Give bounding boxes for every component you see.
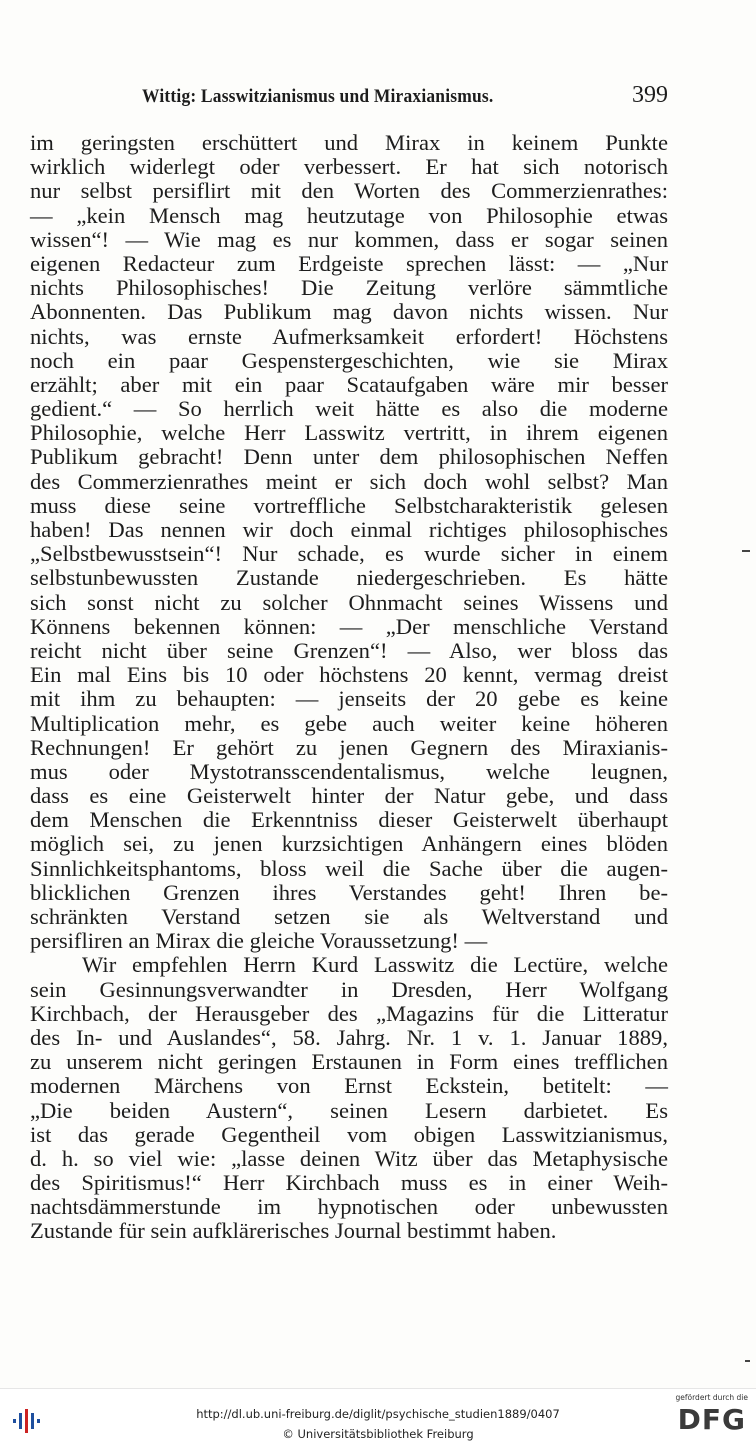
text-line: des Commerzienrathes meint er sich doch wohl selbst? Man (30, 468, 668, 494)
text-line: „Die beiden Austern“, seinen Lesern darbietet. Es (30, 1097, 668, 1123)
text-line: im geringsten erschüttert und Mirax in keinem Punkte (30, 130, 668, 155)
text-line: modernen Märchens von Ernst Eckstein, betitelt: — (30, 1073, 668, 1099)
text-line: Sinnlichkeitsphantoms, bloss weil die Sache über die augen- (30, 855, 668, 881)
margin-mark (742, 550, 750, 552)
text-line: mit ihm zu behaupten: — jenseits der 20 gebe es keine (30, 686, 668, 712)
running-title: Wittig: Lasswitzianismus und Miraxianismus. (142, 86, 494, 107)
text-line: des Spiritismus!“ Herr Kirchbach muss es in einer Weih- (30, 1170, 668, 1196)
text-line: nur selbst persiflirt mit den Worten des Commerzienrathes: (30, 178, 668, 204)
text-line: Ein mal Eins bis 10 oder höchstens 20 kennt, vermag dreist (30, 662, 668, 688)
text-line: persifliren an Mirax die gleiche Voraussetzung! — (30, 928, 488, 954)
text-line: Wir empfehlen Herrn Kurd Lasswitz die Lectüre, welche (82, 952, 668, 978)
text-line: dem Menschen die Erkenntniss dieser Geisterwelt überhaupt (30, 807, 668, 833)
page-number: 399 (632, 82, 668, 108)
text-line: nachtsdämmerstunde im hypnotischen oder unbewussten (30, 1194, 668, 1220)
text-line: zu unserem nicht geringen Erstaunen in Form eines trefflichen (30, 1049, 668, 1075)
text-line: mus oder Mystotransscendentalismus, welche leugnen, (30, 758, 668, 784)
source-url[interactable]: http://dl.ub.uni-freiburg.de/diglit/psychische_studien1889/0407 (196, 1407, 560, 1421)
text-line: sein Gesinnungsverwandter in Dresden, Herr Wolfgang (30, 976, 668, 1002)
text-line: sich sonst nicht zu solcher Ohnmacht seines Wissens und (30, 589, 668, 615)
text-line: wirklich widerlegt oder verbessert. Er hat sich notorisch (30, 154, 668, 180)
text-line: Rechnungen! Er gehört zu jenen Gegnern des Miraxianis- (30, 734, 668, 760)
text-line: eigenen Redacteur zum Erdgeiste sprechen lässt: — „Nur (30, 250, 668, 276)
text-line: Zustande für sein aufklärerisches Journal bestimmt haben. (30, 1218, 557, 1244)
text-line: ist das gerade Gegentheil vom obigen Lasswitzianismus, (30, 1121, 668, 1147)
text-line: gedient.“ — So herrlich weit hätte es also die moderne (30, 396, 668, 422)
text-line: „Selbstbewusstsein“! Nur schade, es wurde sicher in einem (30, 541, 668, 567)
funder-note: gefördert durch die (675, 1393, 748, 1402)
text-line: selbstunbewussten Zustande niedergeschrieben. Es hätte (30, 565, 668, 591)
text-line: erzählt; aber mit ein paar Scataufgaben wäre mir besser (30, 371, 668, 397)
text-line: Multiplication mehr, es gebe auch weiter keine höheren (30, 710, 668, 736)
body-text (30, 131, 668, 1244)
text-line: reicht nicht über seine Grenzen“! — Also, wer bloss das (30, 637, 668, 663)
viewer-footer (0, 1388, 756, 1449)
text-line: Publikum gebracht! Denn unter dem philosophischen Neffen (30, 444, 668, 470)
text-line: möglich sei, zu jenen kurzsichtigen Anhängern eines blöden (30, 831, 668, 857)
dfg-logo: DFG (677, 1403, 746, 1436)
text-line: nichts Philosophisches! Die Zeitung verlöre sämmtliche (30, 275, 668, 301)
text-line: blicklichen Grenzen ihres Verstandes geht! Ihren be- (30, 879, 668, 905)
text-line: des In- und Auslandes“, 58. Jahrg. Nr. 1 v. 1. Januar 1889, (30, 1024, 668, 1050)
text-line: schränkten Verstand setzen sie als Weltverstand und (30, 904, 668, 929)
text-line: Philosophie, welche Herr Lasswitz vertritt, in ihrem eigenen (30, 420, 668, 446)
text-line: — „kein Mensch mag heutzutage von Philosophie etwas (30, 202, 668, 228)
text-line: muss diese seine vortreffliche Selbstcharakteristik gelesen (30, 492, 668, 518)
margin-dot (745, 1360, 750, 1362)
text-line: Könnens bekennen können: — „Der menschliche Verstand (30, 613, 668, 639)
text-line: haben! Das nennen wir doch einmal richtiges philosophisches (30, 517, 668, 542)
text-line: dass es eine Geisterwelt hinter der Natur gebe, und dass (30, 783, 668, 809)
text-line: nichts, was ernste Aufmerksamkeit erfordert! Höchstens (30, 323, 668, 349)
text-line: d. h. so viel wie: „lasse deinen Witz über das Metaphysische (30, 1145, 668, 1171)
page-header (30, 82, 668, 112)
copyright-note: © Universitätsbibliothek Freiburg (282, 1427, 474, 1441)
text-line: wissen“! — Wie mag es nur kommen, dass er sogar seinen (30, 226, 668, 252)
text-line: noch ein paar Gespenstergeschichten, wie sie Mirax (30, 347, 668, 373)
text-line: Abonnenten. Das Publikum mag davon nichts wissen. Nur (30, 299, 668, 325)
text-line: Kirchbach, der Herausgeber des „Magazins für die Litteratur (30, 1000, 668, 1026)
